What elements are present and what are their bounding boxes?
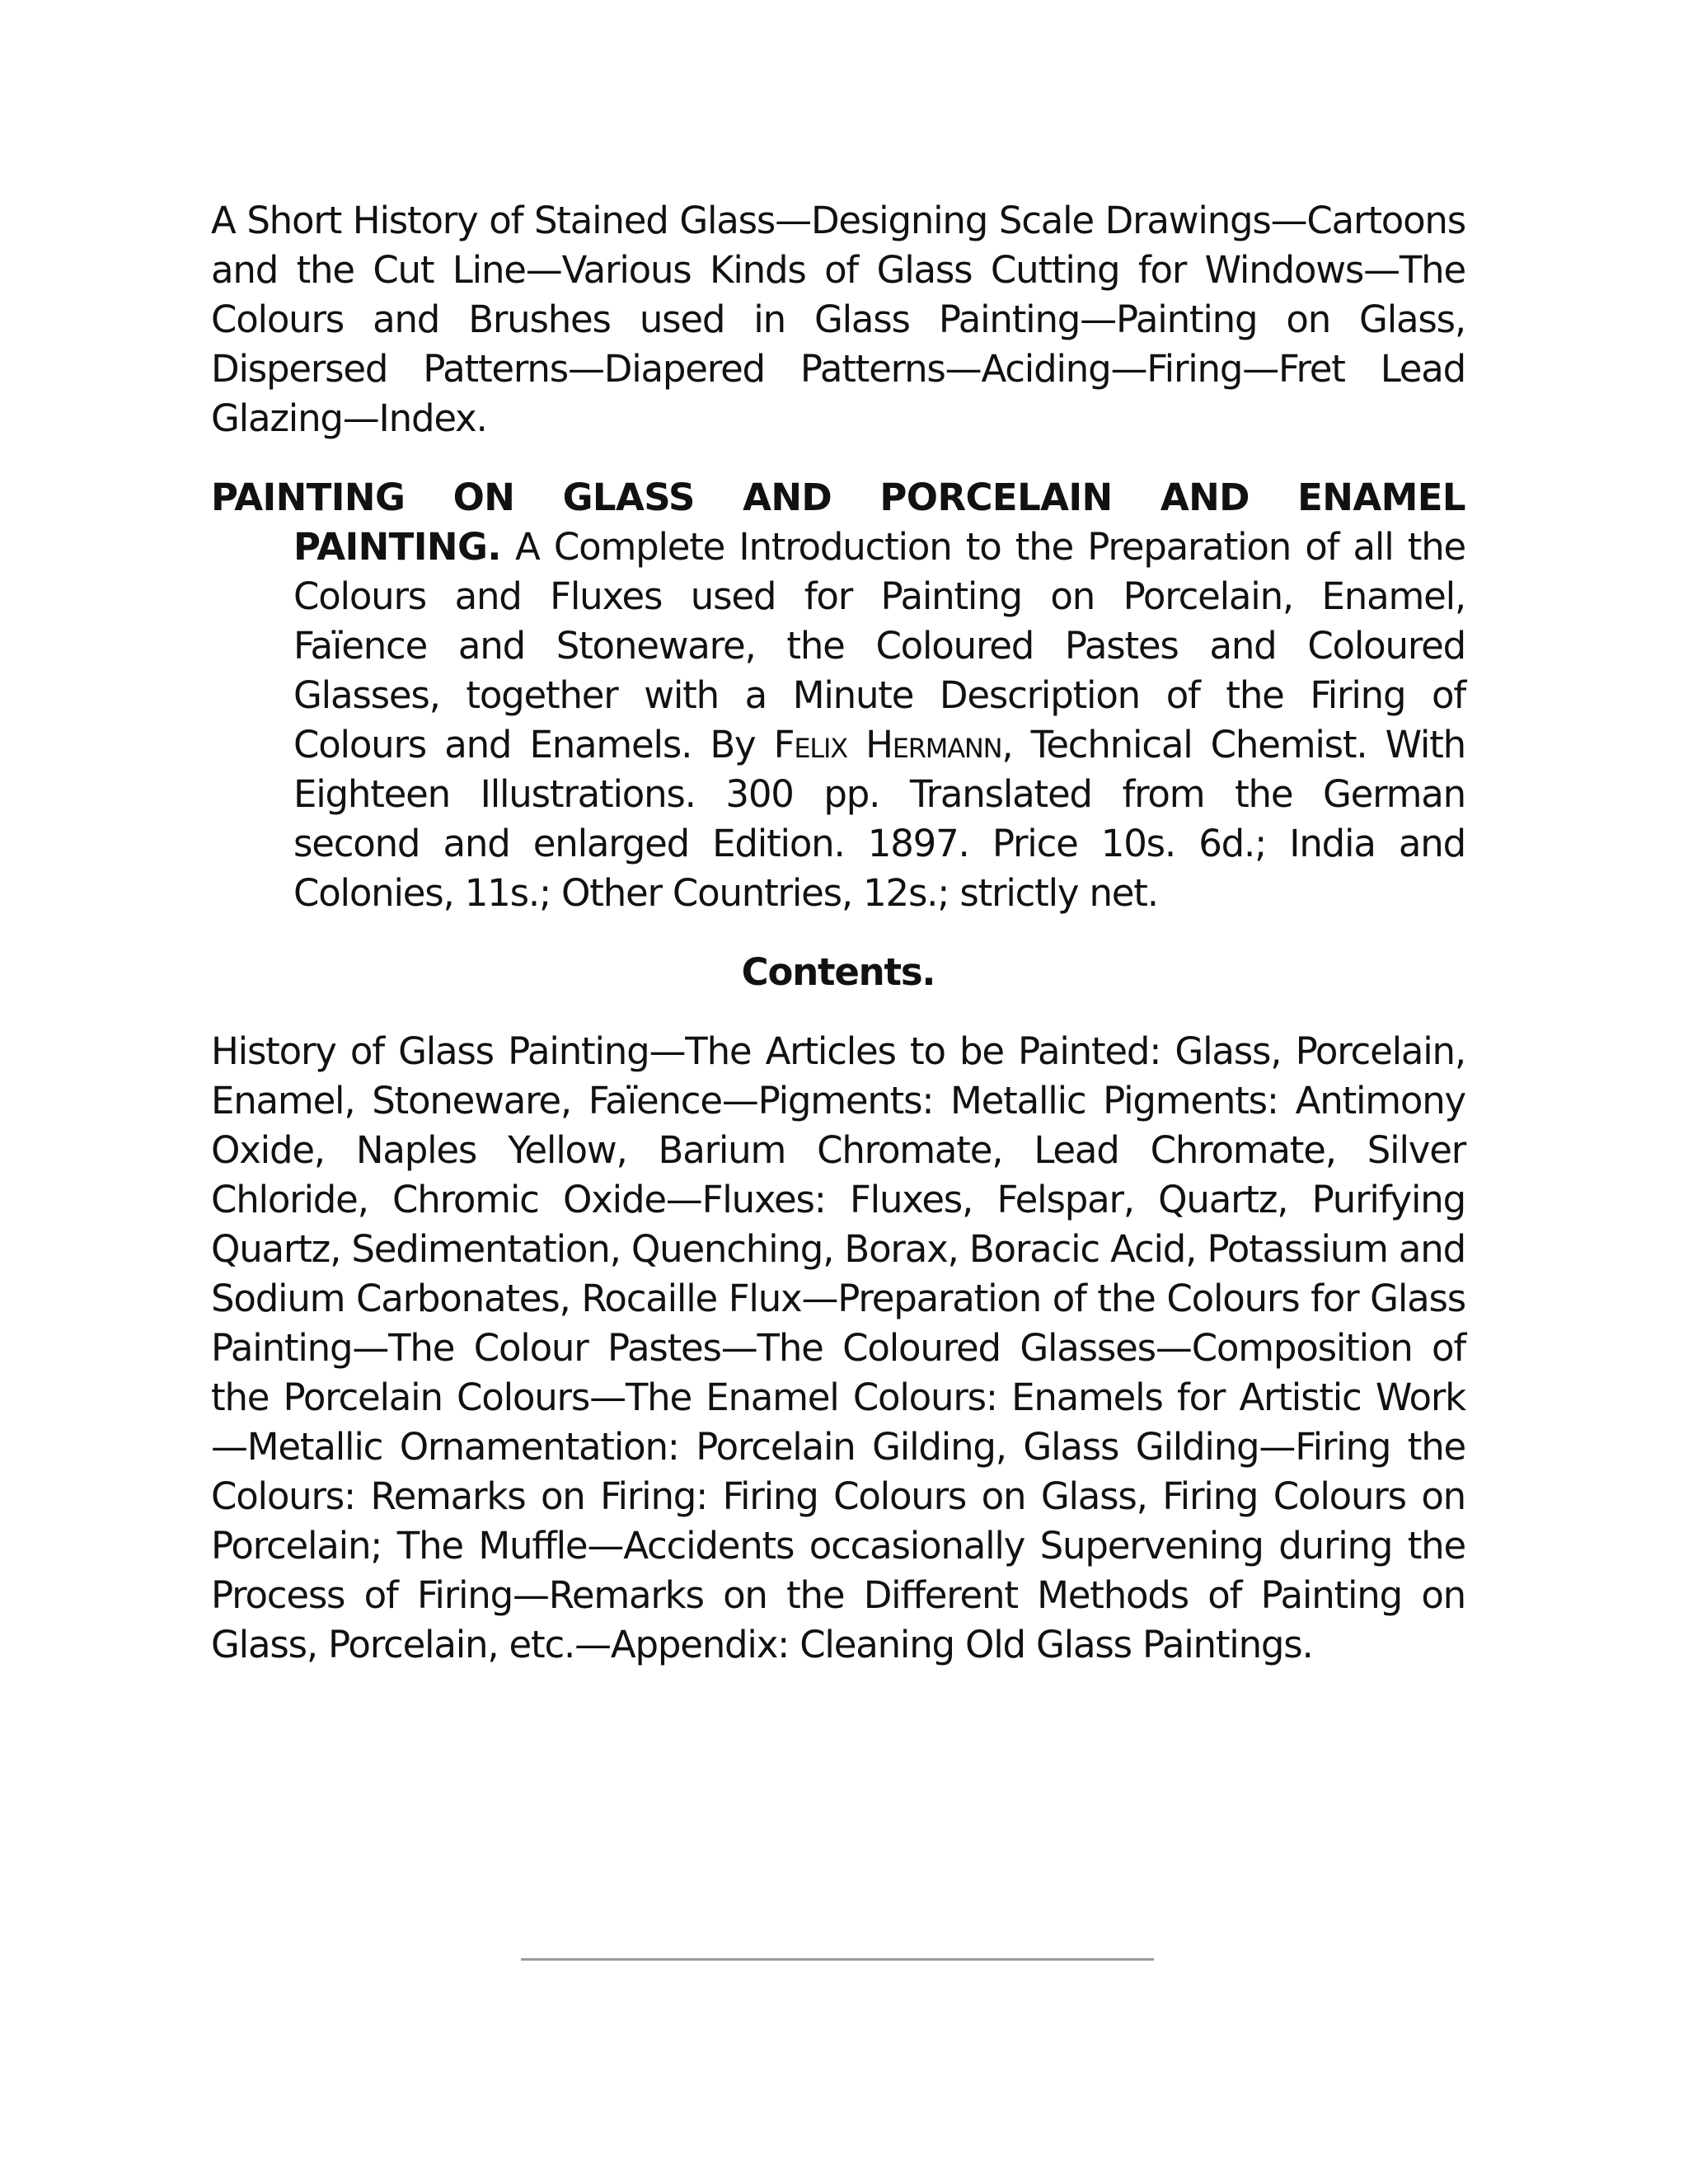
book-author: Felix Hermann (773, 723, 1002, 766)
book-description-part-1: A Complete Introduction to the Preparation of all the Colours and Fluxes used for Painting on Porcelain, Enamel, Faïence and Stoneware, the Coloured Pastes and Coloured Glasses, together with a Minute Description of the Firing of Colours and Enamels. By (293, 525, 1465, 766)
contents-text: History of Glass Painting—The Articles to be Painted: Glass, Porcelain, Enamel, Stoneware, Faïence—Pigments: Metallic Pigments: Antimony Oxide, Naples Yellow, Barium Chromate, Lead Chromate, Silver Chloride, Chromic Oxide—Fluxes: Fluxes, Felspar, Quartz, Purifying Quartz, Sedimentation, Quenching, Borax, Boracic Acid, Potassium and Sodium Carbonates, Rocaille Flux—Preparation of the Colours for Glass Painting—The Colour Pastes—The Coloured Glasses—Composition of the Porcelain Colours—The Enamel Colours: Enamels for Artistic Work—Metallic Ornamentation: Porcelain Gilding, Glass Gilding—Firing the Colours: Remarks on Firing: Firing Colours on Glass, Firing Colours on Porcelain; The Muffle—Accidents occasionally Supervening during the Process of Firing—Remarks on the Different Methods of Painting on Glass, Porcelain, etc.—Appendix: Cleaning Old Glass Paintings. (211, 1029, 1465, 1666)
document-page (211, 196, 1465, 1670)
previous-entry-contents: A Short History of Stained Glass—Designing Scale Drawings—Cartoons and the Cut Line—Various Kinds of Glass Cutting for Windows—The Colours and Brushes used in Glass Painting—Painting on Glass, Dispersed Patterns—Diapered Patterns—Aciding—Firing—Fret Lead Glazing—Index. (211, 199, 1465, 440)
book-title: PAINTING ON GLASS AND PORCELAIN AND ENAMEL PAINTING. (211, 476, 1465, 569)
section-divider (521, 1958, 1154, 1961)
book-entry (211, 473, 1465, 918)
book-description-part-2: , Technical Chemist. With Eighteen Illustrations. 300 pp. Translated from the German second and enlarged Edition. 1897. Price 10s. 6d.; India and Colonies, 11s.; Other Countries, 12s.; strictly net. (293, 723, 1465, 915)
contents-heading: Contents. (741, 950, 935, 994)
